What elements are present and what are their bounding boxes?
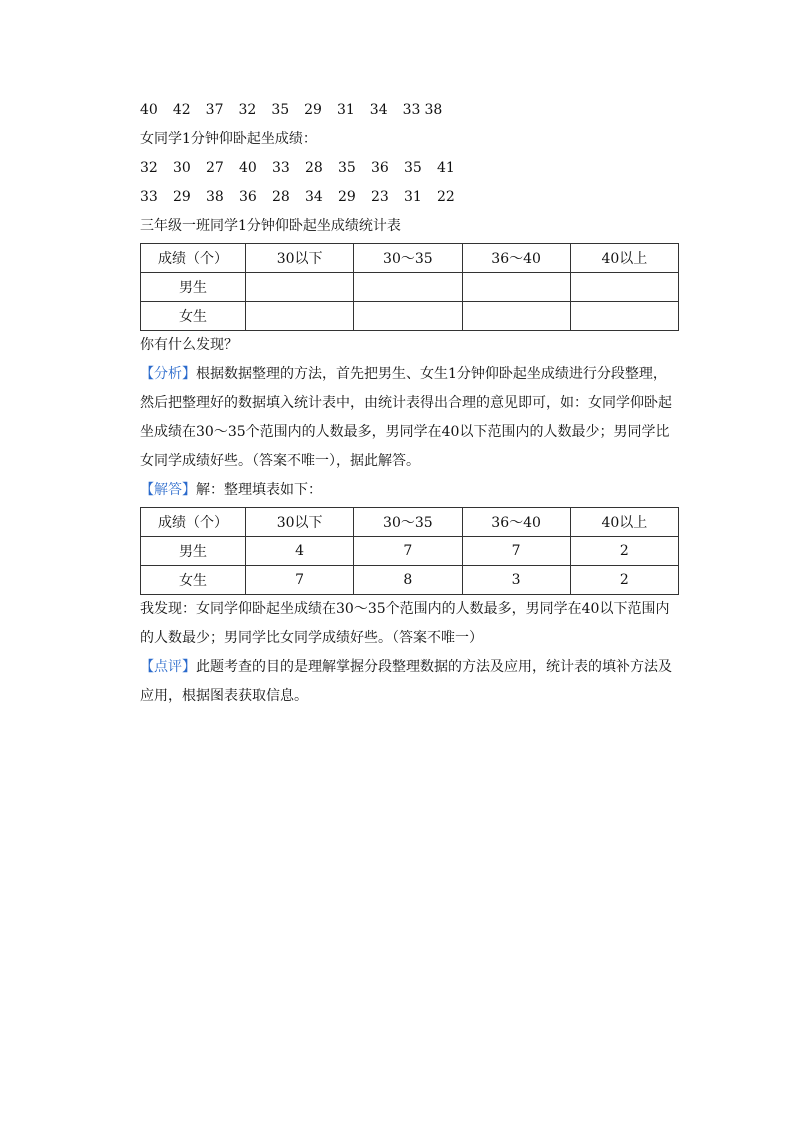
table-header-row bbox=[141, 244, 679, 273]
table-header-cell: 40以上 bbox=[570, 244, 678, 273]
score-value: 33 bbox=[272, 160, 290, 176]
row-label: 女生 bbox=[141, 566, 246, 595]
score-value: 40 bbox=[140, 102, 158, 118]
score-value: 38 bbox=[206, 189, 224, 205]
analysis-line: 女同学成绩好些。（答案不唯一），据此解答。 bbox=[140, 453, 420, 469]
table-cell: 7 bbox=[246, 566, 354, 595]
score-value: 37 bbox=[205, 102, 224, 118]
answer-intro: 解：整理填表如下： bbox=[196, 482, 322, 498]
score-value: 36 bbox=[371, 160, 389, 176]
score-value: 29 bbox=[338, 189, 356, 205]
analysis-section bbox=[140, 360, 678, 476]
table-header-row bbox=[141, 508, 679, 537]
score-value: 40 bbox=[239, 160, 257, 176]
score-value: 33 bbox=[402, 102, 421, 118]
table-row bbox=[141, 273, 679, 302]
table-header-cell: 成绩（个） bbox=[141, 244, 246, 273]
comment-line: 应用，根据图表获取信息。 bbox=[140, 688, 308, 704]
table-header-cell: 40以上 bbox=[570, 508, 678, 537]
score-value: 36 bbox=[239, 189, 257, 205]
score-value: 32 bbox=[140, 160, 158, 176]
document-body bbox=[140, 96, 678, 711]
analysis-line: 然后把整理好的数据填入统计表中，由统计表得出合理的意见即可，如：女同学仰卧起 bbox=[140, 395, 672, 411]
score-value: 33 bbox=[140, 189, 158, 205]
table-header-cell: 36～40 bbox=[462, 508, 570, 537]
girls-scores-row-2 bbox=[140, 183, 678, 212]
table-header-cell: 成绩（个） bbox=[141, 508, 246, 537]
comment-tag: 【点评】 bbox=[140, 659, 196, 675]
table-cell: 3 bbox=[462, 566, 570, 595]
score-value: 29 bbox=[173, 189, 191, 205]
analysis-tag: 【分析】 bbox=[140, 366, 196, 382]
score-value: 31 bbox=[404, 189, 422, 205]
filled-stats-table bbox=[140, 507, 679, 595]
table-header-cell: 30以下 bbox=[246, 244, 354, 273]
score-value: 23 bbox=[371, 189, 389, 205]
finding-line: 的人数最少；男同学比女同学成绩好些。（答案不唯一） bbox=[140, 630, 483, 646]
table-header-cell: 30以下 bbox=[246, 508, 354, 537]
score-value: 31 bbox=[336, 102, 355, 118]
analysis-line: 坐成绩在30～35个范围内的人数最多，男同学在40以下范围内的人数最少；男同学比 bbox=[140, 424, 670, 440]
score-value: 34 bbox=[305, 189, 323, 205]
empty-cell bbox=[570, 302, 678, 331]
table-row bbox=[141, 302, 679, 331]
row-label: 男生 bbox=[141, 273, 246, 302]
boys-scores-row bbox=[140, 96, 678, 125]
row-label: 女生 bbox=[141, 302, 246, 331]
score-value: 35 bbox=[338, 160, 356, 176]
table-cell: 2 bbox=[570, 537, 678, 566]
score-value: 30 bbox=[173, 160, 191, 176]
empty-stats-table bbox=[140, 243, 679, 331]
girls-scores-title: 女同学1分钟仰卧起坐成绩： bbox=[140, 131, 317, 147]
row-label: 男生 bbox=[141, 537, 246, 566]
score-value: 41 bbox=[437, 160, 455, 176]
score-value: 35 bbox=[271, 102, 290, 118]
table-cell: 8 bbox=[354, 566, 462, 595]
empty-cell bbox=[462, 273, 570, 302]
empty-cell bbox=[462, 302, 570, 331]
table-cell: 7 bbox=[354, 537, 462, 566]
score-value: 29 bbox=[304, 102, 322, 118]
empty-cell bbox=[246, 302, 354, 331]
score-value: 28 bbox=[272, 189, 290, 205]
empty-cell bbox=[246, 273, 354, 302]
question: 你有什么发现？ bbox=[140, 337, 238, 353]
comment-section bbox=[140, 653, 678, 711]
finding-line: 我发现：女同学仰卧起坐成绩在30～35个范围内的人数最多，男同学在40以下范围内 bbox=[140, 601, 670, 617]
score-value: 32 bbox=[238, 102, 257, 118]
finding-section bbox=[140, 595, 678, 653]
table-row bbox=[141, 537, 679, 566]
analysis-line: 根据数据整理的方法，首先把男生、女生1分钟仰卧起坐成绩进行分段整理， bbox=[196, 366, 667, 382]
table-cell: 7 bbox=[462, 537, 570, 566]
score-value: 27 bbox=[206, 160, 224, 176]
score-value: 35 bbox=[404, 160, 422, 176]
table-caption: 三年级一班同学1分钟仰卧起坐成绩统计表 bbox=[140, 218, 401, 234]
score-value: 22 bbox=[437, 189, 455, 205]
score-value: 42 bbox=[172, 102, 191, 118]
table-header-cell: 36～40 bbox=[462, 244, 570, 273]
score-value: 38 bbox=[424, 102, 443, 118]
empty-cell bbox=[354, 302, 462, 331]
table-cell: 2 bbox=[570, 566, 678, 595]
answer-tag: 【解答】 bbox=[140, 482, 196, 498]
answer-intro-line bbox=[140, 476, 678, 505]
girls-scores-row-1 bbox=[140, 154, 678, 183]
table-row bbox=[141, 566, 679, 595]
empty-cell bbox=[570, 273, 678, 302]
score-value: 28 bbox=[305, 160, 323, 176]
table-cell: 4 bbox=[246, 537, 354, 566]
table-header-cell: 30～35 bbox=[354, 244, 462, 273]
empty-cell bbox=[354, 273, 462, 302]
score-value: 34 bbox=[369, 102, 388, 118]
comment-line: 此题考查的目的是理解掌握分段整理数据的方法及应用，统计表的填补方法及 bbox=[196, 659, 672, 675]
table-header-cell: 30～35 bbox=[354, 508, 462, 537]
